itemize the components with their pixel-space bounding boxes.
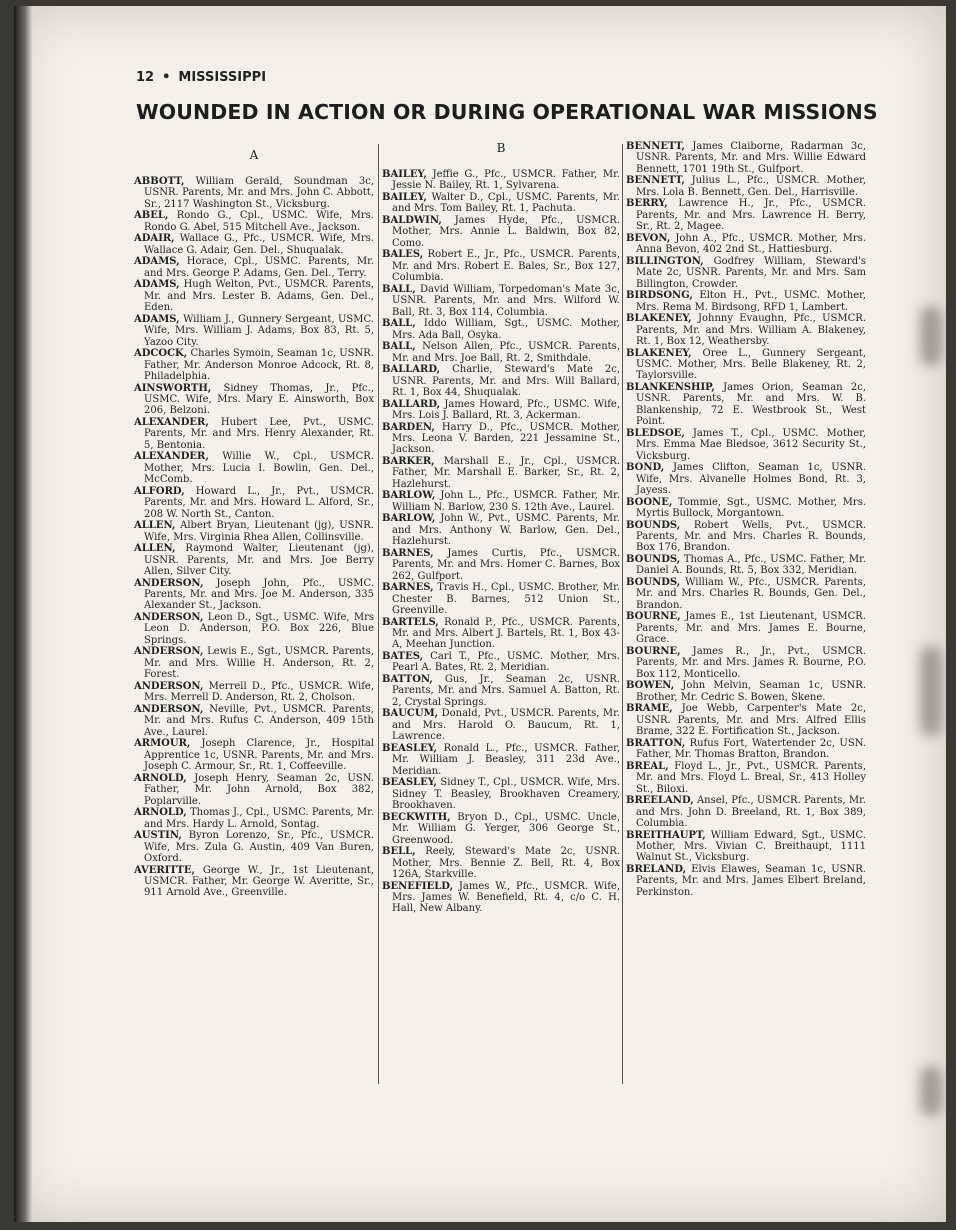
entry-surname: ARMOUR, — [134, 738, 191, 750]
entry-details: Neville, Pvt., USMCR. Parents, Mr. and Mrs. Rufus C. Anderson, 409 15th Ave., Laurel. — [144, 703, 374, 738]
entry-details: Willie W., Cpl., USMCR. Mother, Mrs. Lucia I. Bowlin, Gen. Del., McComb. — [144, 451, 374, 486]
casualty-entry — [134, 486, 374, 520]
entry-surname: BELL, — [382, 846, 416, 858]
casualty-entry — [382, 708, 620, 742]
entry-surname: BOND, — [626, 462, 665, 474]
column-a — [134, 148, 374, 899]
entry-details: William J., Gunnery Sergeant, USMC. Wife, Mrs. William J. Adams, Box 83, Rt. 5, Yazoo City. — [144, 313, 374, 348]
entry-surname: BARKER, — [382, 456, 435, 468]
entry-surname: BREITHAUPT, — [626, 829, 706, 841]
entry-surname: BARLOW, — [382, 490, 436, 502]
entry-surname: ADAMS, — [134, 279, 180, 291]
entry-details: William Gerald, Soundman 3c, USNR. Parents, Mr. and Mrs. John C. Abbott, Sr., 2117 Washington St., Vicksburg. — [144, 176, 374, 210]
entry-surname: BALLARD, — [382, 398, 441, 410]
page-title: WOUNDED IN ACTION OR DURING OPERATIONAL WAR MISSIONS — [136, 100, 878, 124]
entry-surname: BARTELS, — [382, 616, 439, 628]
entry-details: Albert Bryan, Lieutenant (jg), USNR. Wife, Mrs. Virginia Rhea Allen, Collinsville. — [144, 520, 374, 543]
entry-details: Sidney Thomas, Jr., Pfc., USMC. Wife, Mrs. Mary E. Ainsworth, Box 206, Belzoni. — [144, 382, 374, 417]
entry-details: William W., Pfc., USMCR. Parents, Mr. and Mrs. Charles R. Bounds, Gen. Del., Brandon. — [636, 577, 866, 611]
entry-details: Hugh Welton, Pvt., USMCR. Parents, Mr. and Mrs. Lester B. Adams, Gen. Del., Eden. — [144, 279, 374, 314]
casualty-entry — [382, 192, 620, 215]
casualty-entry — [626, 233, 866, 256]
entry-details: Joseph Clarence, Jr., Hospital Apprentice 1c, USNR. Parents, Mr. and Mrs. Joseph C. Armour, Sr., Rt. 1, Coffeeville. — [144, 738, 374, 773]
entry-surname: BALLARD, — [382, 364, 441, 376]
entry-surname: ALLEN, — [134, 520, 176, 532]
casualty-entry — [134, 256, 374, 279]
entry-surname: ADAIR, — [134, 233, 175, 245]
entry-details: Lewis E., Sgt., USMCR. Parents, Mr. and Mrs. Willie H. Anderson, Rt. 2, Forest. — [144, 646, 374, 681]
entry-details: James T., Cpl., USMC. Mother, Mrs. Emma Mae Bledsoe, 3612 Security St., Vicksburg. — [636, 427, 866, 462]
entry-surname: BERRY, — [626, 198, 668, 210]
entry-details: Jeffie G., Pfc., USMCR. Father, Mr. Jessie N. Bailey, Rt. 1, Sylvarena. — [392, 169, 620, 192]
casualty-entry — [134, 830, 374, 864]
casualty-entry — [382, 513, 620, 547]
casualty-entry — [382, 582, 620, 616]
entry-surname: BREELAND, — [626, 795, 694, 807]
casualty-entry — [134, 314, 374, 348]
entry-details: John W., Pvt., USMC. Parents, Mr. and Mrs. Anthony W. Barlow, Gen. Del., Hazlehurst. — [392, 513, 620, 548]
entry-details: Johnny Evaughn, Pfc., USMCR. Parents, Mr. and Mrs. William A. Blakeney, Rt. 1, Box 12, Weathersby. — [636, 313, 866, 348]
entry-surname: ANDERSON, — [134, 680, 204, 692]
column-c — [626, 141, 866, 898]
entry-surname: BOURNE, — [626, 611, 681, 623]
entry-surname: ANDERSON, — [134, 703, 204, 715]
entry-surname: BOUNDS, — [626, 554, 681, 566]
casualty-entry — [626, 830, 866, 864]
page-smudge — [920, 306, 942, 366]
casualty-entry — [382, 456, 620, 490]
casualty-entry — [382, 777, 620, 811]
casualty-entry — [134, 520, 374, 543]
casualty-entry — [382, 318, 620, 341]
entry-surname: BENEFIELD, — [382, 880, 454, 892]
entry-surname: AVERITTE, — [134, 864, 196, 876]
entry-details: James R., Jr., Pvt., USMCR. Parents, Mr. and Mrs. James R. Bourne, P.O. Box 112, Monticello. — [636, 645, 866, 680]
casualty-entry — [382, 284, 620, 318]
casualty-entry — [382, 674, 620, 708]
entry-details: James Clifton, Seaman 1c, USNR. Wife, Mrs. Alvanelle Holmes Bond, Rt. 3, Jayess. — [636, 462, 866, 497]
casualty-entry — [382, 548, 620, 582]
casualty-entry — [134, 210, 374, 233]
entry-surname: BARNES, — [382, 547, 434, 559]
entry-details: Carl T., Pfc., USMC. Mother, Mrs. Pearl A. Bates, Rt. 2, Meridian. — [392, 651, 620, 674]
entry-surname: ALLEN, — [134, 543, 176, 555]
casualty-entry — [134, 612, 374, 646]
column-heading: B — [496, 141, 506, 155]
casualty-entry — [382, 215, 620, 249]
casualty-entry — [626, 646, 866, 680]
entry-details: Raymond Walter, Lieutenant (jg), USNR. Parents, Mr. and Mrs. Joe Berry Allen, Silver City. — [144, 543, 374, 578]
entry-details: Tommie, Sgt., USMC. Mother, Mrs. Myrtis Bullock, Morgantown. — [636, 496, 866, 520]
entry-details: George W., Jr., 1st Lieutenant, USMCR. Father, Mr. George W. Averitte, Sr., 911 Arnold Ave., Greenville. — [144, 864, 374, 899]
casualty-entry — [626, 680, 866, 703]
casualty-entry — [626, 175, 866, 198]
entry-surname: ANDERSON, — [134, 646, 204, 658]
document-page — [14, 6, 946, 1222]
entry-surname: BENNETT, — [626, 141, 685, 152]
casualty-entry — [626, 290, 866, 313]
entry-surname: BALDWIN, — [382, 215, 442, 226]
entry-surname: BENNETT, — [626, 175, 685, 187]
entry-details: William Edward, Sgt., USMC. Mother, Mrs. Vivian C. Breithaupt, 1111 Walnut St., Vicksburg. — [636, 829, 866, 864]
entry-details: Joe Webb, Carpenter's Mate 2c, USNR. Parents, Mr. and Mrs. Alfred Ellis Brame, 322 E. Fortification St., Jackson. — [636, 703, 866, 738]
casualty-entry — [382, 846, 620, 880]
entry-surname: BOURNE, — [626, 645, 681, 657]
entry-details: Sidney T., Cpl., USMCR. Wife, Mrs. Sidney T. Beasley, Brookhaven Creamery, Brookhaven. — [392, 777, 620, 812]
entry-details: Walter D., Cpl., USMC. Parents, Mr. and Mrs. Tom Bailey, Rt. 1, Pachuta. — [392, 192, 620, 215]
entry-details: Elvis Elawes, Seaman 1c, USNR. Parents, Mr. and Mrs. James Elbert Breland, Perkinston. — [636, 863, 866, 898]
entry-details: Floyd L., Jr., Pvt., USMCR. Parents, Mr. and Mrs. Floyd L. Breal, Sr., 413 Holley St., Biloxi. — [636, 760, 866, 795]
casualty-entry — [382, 651, 620, 674]
casualty-entry — [134, 417, 374, 451]
state-name: MISSISSIPPI — [178, 70, 267, 85]
entry-surname: ABEL, — [134, 210, 169, 222]
header-bullet: • — [162, 70, 171, 85]
entry-surname: BAILEY, — [382, 192, 427, 203]
casualty-entry — [134, 543, 374, 577]
entry-surname: BREAL, — [626, 760, 669, 772]
entry-surname: ARNOLD, — [134, 772, 187, 784]
entry-surname: BLAKENEY, — [626, 313, 692, 325]
casualty-entry — [134, 383, 374, 417]
entry-details: Robert E., Jr., Pfc., USMCR. Parents, Mr. and Mrs. Robert E. Bales, Sr., Box 127, Columbia. — [392, 249, 620, 284]
entry-details: Oree L., Gunnery Sergeant, USMC. Mother, Mrs. Belle Blakeney, Rt. 2, Taylorsville. — [636, 347, 866, 382]
entry-surname: BILLINGTON, — [626, 255, 704, 267]
column-divider — [622, 144, 623, 1084]
entry-surname: ARNOLD, — [134, 807, 187, 819]
entry-surname: BRELAND, — [626, 863, 687, 875]
casualty-entry — [134, 233, 374, 256]
entry-surname: ABBOTT, — [134, 176, 185, 187]
entry-details: Ronald L., Pfc., USMCR. Father, Mr. William J. Beasley, 311 23d Ave., Meridian. — [392, 742, 620, 777]
entry-details: James Hyde, Pfc., USMCR. Mother, Mrs. Annie L. Baldwin, Box 82, Como. — [392, 215, 620, 249]
entry-details: James Orion, Seaman 2c, USNR. Parents, Mr. and Mrs. W. B. Blankenship, 72 E. Westbrook St., West Point. — [636, 382, 866, 428]
entry-surname: BEASLEY, — [382, 777, 438, 789]
entry-surname: BALES, — [382, 249, 424, 261]
casualty-entry — [382, 169, 620, 192]
entry-details: Travis H., Cpl., USMC. Brother, Mr. Chester B. Barnes, 512 Union St., Greenville. — [392, 582, 620, 617]
entry-details: Horace, Cpl., USMC. Parents, Mr. and Mrs. George P. Adams, Gen. Del., Terry. — [144, 256, 374, 279]
casualty-entry — [626, 611, 866, 645]
entry-surname: AUSTIN, — [134, 830, 182, 842]
casualty-entry — [382, 490, 620, 513]
entry-details: Nelson Allen, Pfc., USMCR. Parents, Mr. and Mrs. Joe Ball, Rt. 2, Smithdale. — [392, 341, 620, 364]
book-binding — [14, 6, 32, 1222]
casualty-entry — [626, 462, 866, 496]
entry-details: Thomas A., Pfc., USMC. Father, Mr. Daniel A. Bounds, Rt. 5, Box 332, Meridian. — [636, 554, 866, 577]
casualty-entry — [134, 738, 374, 772]
casualty-entry — [382, 399, 620, 422]
entry-details: Reely, Steward's Mate 2c, USNR. Mother, Mrs. Bennie Z. Bell, Rt. 4, Box 126A, Starkville. — [392, 846, 620, 880]
casualty-entry — [382, 812, 620, 846]
entry-details: Marshall E., Jr., Cpl., USMCR. Father, Mr. Marshall E. Barker, Sr., Rt. 2, Hazlehurst. — [392, 456, 620, 490]
entry-details: John A., Pfc., USMCR. Mother, Mrs. Anna Bevon, 402 2nd St., Hattiesburg. — [636, 232, 866, 256]
entry-details: Howard L., Jr., Pvt., USMCR. Parents, Mr. and Mrs. Howard L. Alford, Sr., 208 W. North St., Canton. — [144, 485, 374, 520]
entry-surname: BEVON, — [626, 232, 671, 244]
entry-surname: ADAMS, — [134, 256, 180, 268]
casualty-entry — [134, 773, 374, 807]
entry-details: Bryon D., Cpl., USMC. Uncle, Mr. William G. Yerger, 306 George St., Greenwood. — [392, 811, 620, 846]
casualty-entry — [626, 497, 866, 520]
entry-details: Iddo William, Sgt., USMC. Mother, Mrs. Ada Ball, Osyka. — [392, 318, 620, 341]
casualty-entry — [134, 176, 374, 210]
casualty-entry — [626, 554, 866, 577]
entry-surname: BAUCUM, — [382, 708, 439, 720]
entry-surname: BOONE, — [626, 496, 673, 508]
casualty-entry — [134, 348, 374, 382]
casualty-entry — [134, 451, 374, 485]
page-number: 12 — [136, 70, 155, 85]
casualty-entry — [626, 703, 866, 737]
casualty-entry — [626, 738, 866, 761]
entry-surname: BOWEN, — [626, 680, 675, 692]
casualty-entry — [626, 428, 866, 462]
entry-surname: BALL, — [382, 318, 416, 330]
casualty-entry — [382, 249, 620, 283]
casualty-entry — [134, 646, 374, 680]
entry-details: Gus, Jr., Seaman 2c, USNR. Parents, Mr. and Mrs. Samuel A. Batton, Rt. 2, Crystal Springs. — [392, 674, 620, 708]
entry-surname: BALL, — [382, 283, 416, 295]
entry-surname: ADCOCK, — [134, 348, 188, 360]
entry-surname: ANDERSON, — [134, 577, 204, 589]
casualty-entry — [626, 864, 866, 898]
casualty-entry — [134, 704, 374, 738]
entry-details: Merrell D., Pfc., USMCR. Wife, Mrs. Merrell D. Anderson, Rt. 2, Cholson. — [144, 680, 374, 704]
entry-details: Charles Symoin, Seaman 1c, USNR. Father, Mr. Anderson Monroe Adcock, Rt. 8, Philadelphia. — [144, 348, 374, 383]
entry-surname: BATTON, — [382, 674, 433, 686]
entry-surname: BOUNDS, — [626, 577, 681, 589]
entry-surname: BARDEN, — [382, 421, 435, 433]
entry-details: David William, Torpedoman's Mate 3c, USNR. Parents, Mr. and Mrs. Wilford W. Ball, Rt. 3, Box 114, Columbia. — [392, 283, 620, 318]
entry-details: John L., Pfc., USMCR. Father, Mr. William N. Barlow, 230 S. 12th Ave., Laurel. — [392, 490, 620, 513]
entry-details: Lawrence H., Jr., Pfc., USMCR. Parents, Mr. and Mrs. Lawrence H. Berry, Sr., Rt. 2, Magee. — [636, 198, 866, 233]
casualty-entry — [626, 256, 866, 290]
entry-details: James W., Pfc., USMCR. Wife, Mrs. James W. Benefield, Rt. 4, c/o C. H. Hall, New Albany. — [392, 880, 620, 915]
entry-details: Joseph John, Pfc., USMC. Parents, Mr. and Mrs. Joe M. Anderson, 335 Alexander St., Jackson. — [144, 577, 374, 612]
entry-surname: ALEXANDER, — [134, 451, 209, 463]
casualty-entry — [626, 141, 866, 175]
page-smudge — [920, 1066, 942, 1116]
entry-surname: BATES, — [382, 651, 424, 663]
entry-surname: BECKWITH, — [382, 811, 451, 823]
entry-surname: ANDERSON, — [134, 612, 204, 624]
column-b — [382, 141, 620, 915]
entry-surname: BEASLEY, — [382, 742, 438, 754]
entry-details: Ansel, Pfc., USMCR. Parents, Mr. and Mrs. John D. Breeland, Rt. 1, Box 389, Columbia. — [636, 795, 866, 829]
casualty-entry — [382, 617, 620, 651]
entry-details: Joseph Henry, Seaman 2c, USN. Father, Mr. John Arnold, Box 382, Poplarville. — [144, 772, 374, 807]
entry-surname: ALEXANDER, — [134, 417, 209, 429]
entry-details: Rufus Fort, Watertender 2c, USN. Father, Mr. Thomas Bratton, Brandon. — [636, 737, 866, 761]
casualty-entry — [134, 279, 374, 313]
casualty-entry — [382, 743, 620, 777]
page-header — [136, 70, 266, 85]
entry-details: Wallace G., Pfc., USMCR. Wife, Mrs. Wallace G. Adair, Gen. Del., Shuqualak. — [144, 233, 374, 256]
entry-surname: BLAKENEY, — [626, 347, 692, 359]
casualty-entry — [134, 865, 374, 899]
casualty-entry — [382, 364, 620, 398]
entry-details: Elton H., Pvt., USMC. Mother, Mrs. Rema M. Birdsong, RFD 1, Lambert. — [636, 290, 866, 313]
column-divider — [378, 144, 379, 1084]
entry-details: Robert Wells, Pvt., USMCR. Parents, Mr. and Mrs. Charles R. Bounds, Box 176, Brandon. — [636, 519, 866, 554]
entry-details: Byron Lorenzo, Sr., Pfc., USMCR. Wife, Mrs. Zula G. Austin, 409 Van Buren, Oxford. — [144, 830, 374, 864]
entry-details: Ronald P., Pfc., USMCR. Parents, Mr. and Mrs. Albert J. Bartels, Rt. 1, Box 43-A, Meehan Junction. — [392, 616, 620, 651]
casualty-entry — [626, 382, 866, 428]
entry-surname: ALFORD, — [134, 485, 185, 497]
entry-surname: BRATTON, — [626, 737, 686, 749]
entry-surname: ADAMS, — [134, 313, 180, 325]
casualty-entry — [626, 795, 866, 829]
entry-details: Leon D., Sgt., USMC. Wife, Mrs Leon D. Anderson, P.O. Box 226, Blue Springs. — [144, 612, 374, 646]
entry-surname: BALL, — [382, 341, 416, 353]
column-heading: A — [249, 148, 259, 162]
entry-details: James Curtis, Pfc., USMCR. Parents, Mr. and Mrs. Homer C. Barnes, Box 262, Gulfport. — [392, 547, 620, 582]
casualty-entry — [626, 348, 866, 382]
entry-details: Donald, Pvt., USMCR. Parents, Mr. and Mrs. Harold O. Baucum, Rt. 1, Lawrence. — [392, 708, 620, 743]
entry-surname: AINSWORTH, — [134, 382, 212, 394]
casualty-entry — [626, 761, 866, 795]
entry-surname: BAILEY, — [382, 169, 427, 180]
entry-details: Julius L., Pfc., USMCR. Mother, Mrs. Lola B. Bennett, Gen. Del., Harrisville. — [636, 175, 866, 198]
entry-surname: BARLOW, — [382, 513, 436, 525]
casualty-entry — [134, 681, 374, 704]
casualty-entry — [382, 422, 620, 456]
entry-surname: BOUNDS, — [626, 519, 681, 531]
casualty-entry — [626, 198, 866, 232]
entry-details: Charlie, Steward's Mate 2c, USNR. Parents, Mr. and Mrs. Will Ballard, Rt. 1, Box 44, Shuqualak. — [392, 364, 620, 399]
entry-details: John Melvin, Seaman 1c, USNR. Brother, Mr. Cedric S. Bowen, Skene. — [636, 680, 866, 703]
entry-surname: BARNES, — [382, 582, 434, 594]
page-smudge — [920, 646, 942, 736]
casualty-entry — [382, 881, 620, 915]
entry-details: James Howard, Pfc., USMC. Wife, Mrs. Lois J. Ballard, Rt. 3, Ackerman. — [392, 398, 620, 422]
entry-details: Harry D., Pfc., USMCR. Mother, Mrs. Leona V. Barden, 221 Jessamine St., Jackson. — [392, 421, 620, 456]
entry-surname: BLANKENSHIP, — [626, 382, 715, 394]
entry-details: Godfrey William, Steward's Mate 2c, USNR. Parents, Mr. and Mrs. Sam Billington, Crowder. — [636, 255, 866, 290]
entry-surname: BIRDSONG, — [626, 290, 693, 302]
casualty-entry — [626, 520, 866, 554]
casualty-entry — [626, 577, 866, 611]
casualty-entry — [382, 341, 620, 364]
casualty-entry — [626, 313, 866, 347]
entry-details: Rondo G., Cpl., USMC. Wife, Mrs. Rondo G. Abel, 515 Mitchell Ave., Jackson. — [144, 210, 374, 233]
entry-surname: BRAME, — [626, 703, 673, 715]
casualty-entry — [134, 578, 374, 612]
casualty-entry — [134, 807, 374, 830]
entry-details: Hubert Lee, Pvt., USMC. Parents, Mr. and Mrs. Henry Alexander, Rt. 5, Bentonia. — [144, 417, 374, 451]
entry-surname: BLEDSOE, — [626, 427, 685, 439]
entry-details: James E., 1st Lieutenant, USMCR. Parents, Mr. and Mrs. James E. Bourne, Grace. — [636, 611, 866, 646]
entry-details: Thomas J., Cpl., USMC. Parents, Mr. and Mrs. Hardy L. Arnold, Sontag. — [144, 807, 374, 830]
entry-details: James Claiborne, Radarman 3c, USNR. Parents, Mr. and Mrs. Willie Edward Bennett, 1701 19th St., Gulfport. — [636, 141, 866, 175]
